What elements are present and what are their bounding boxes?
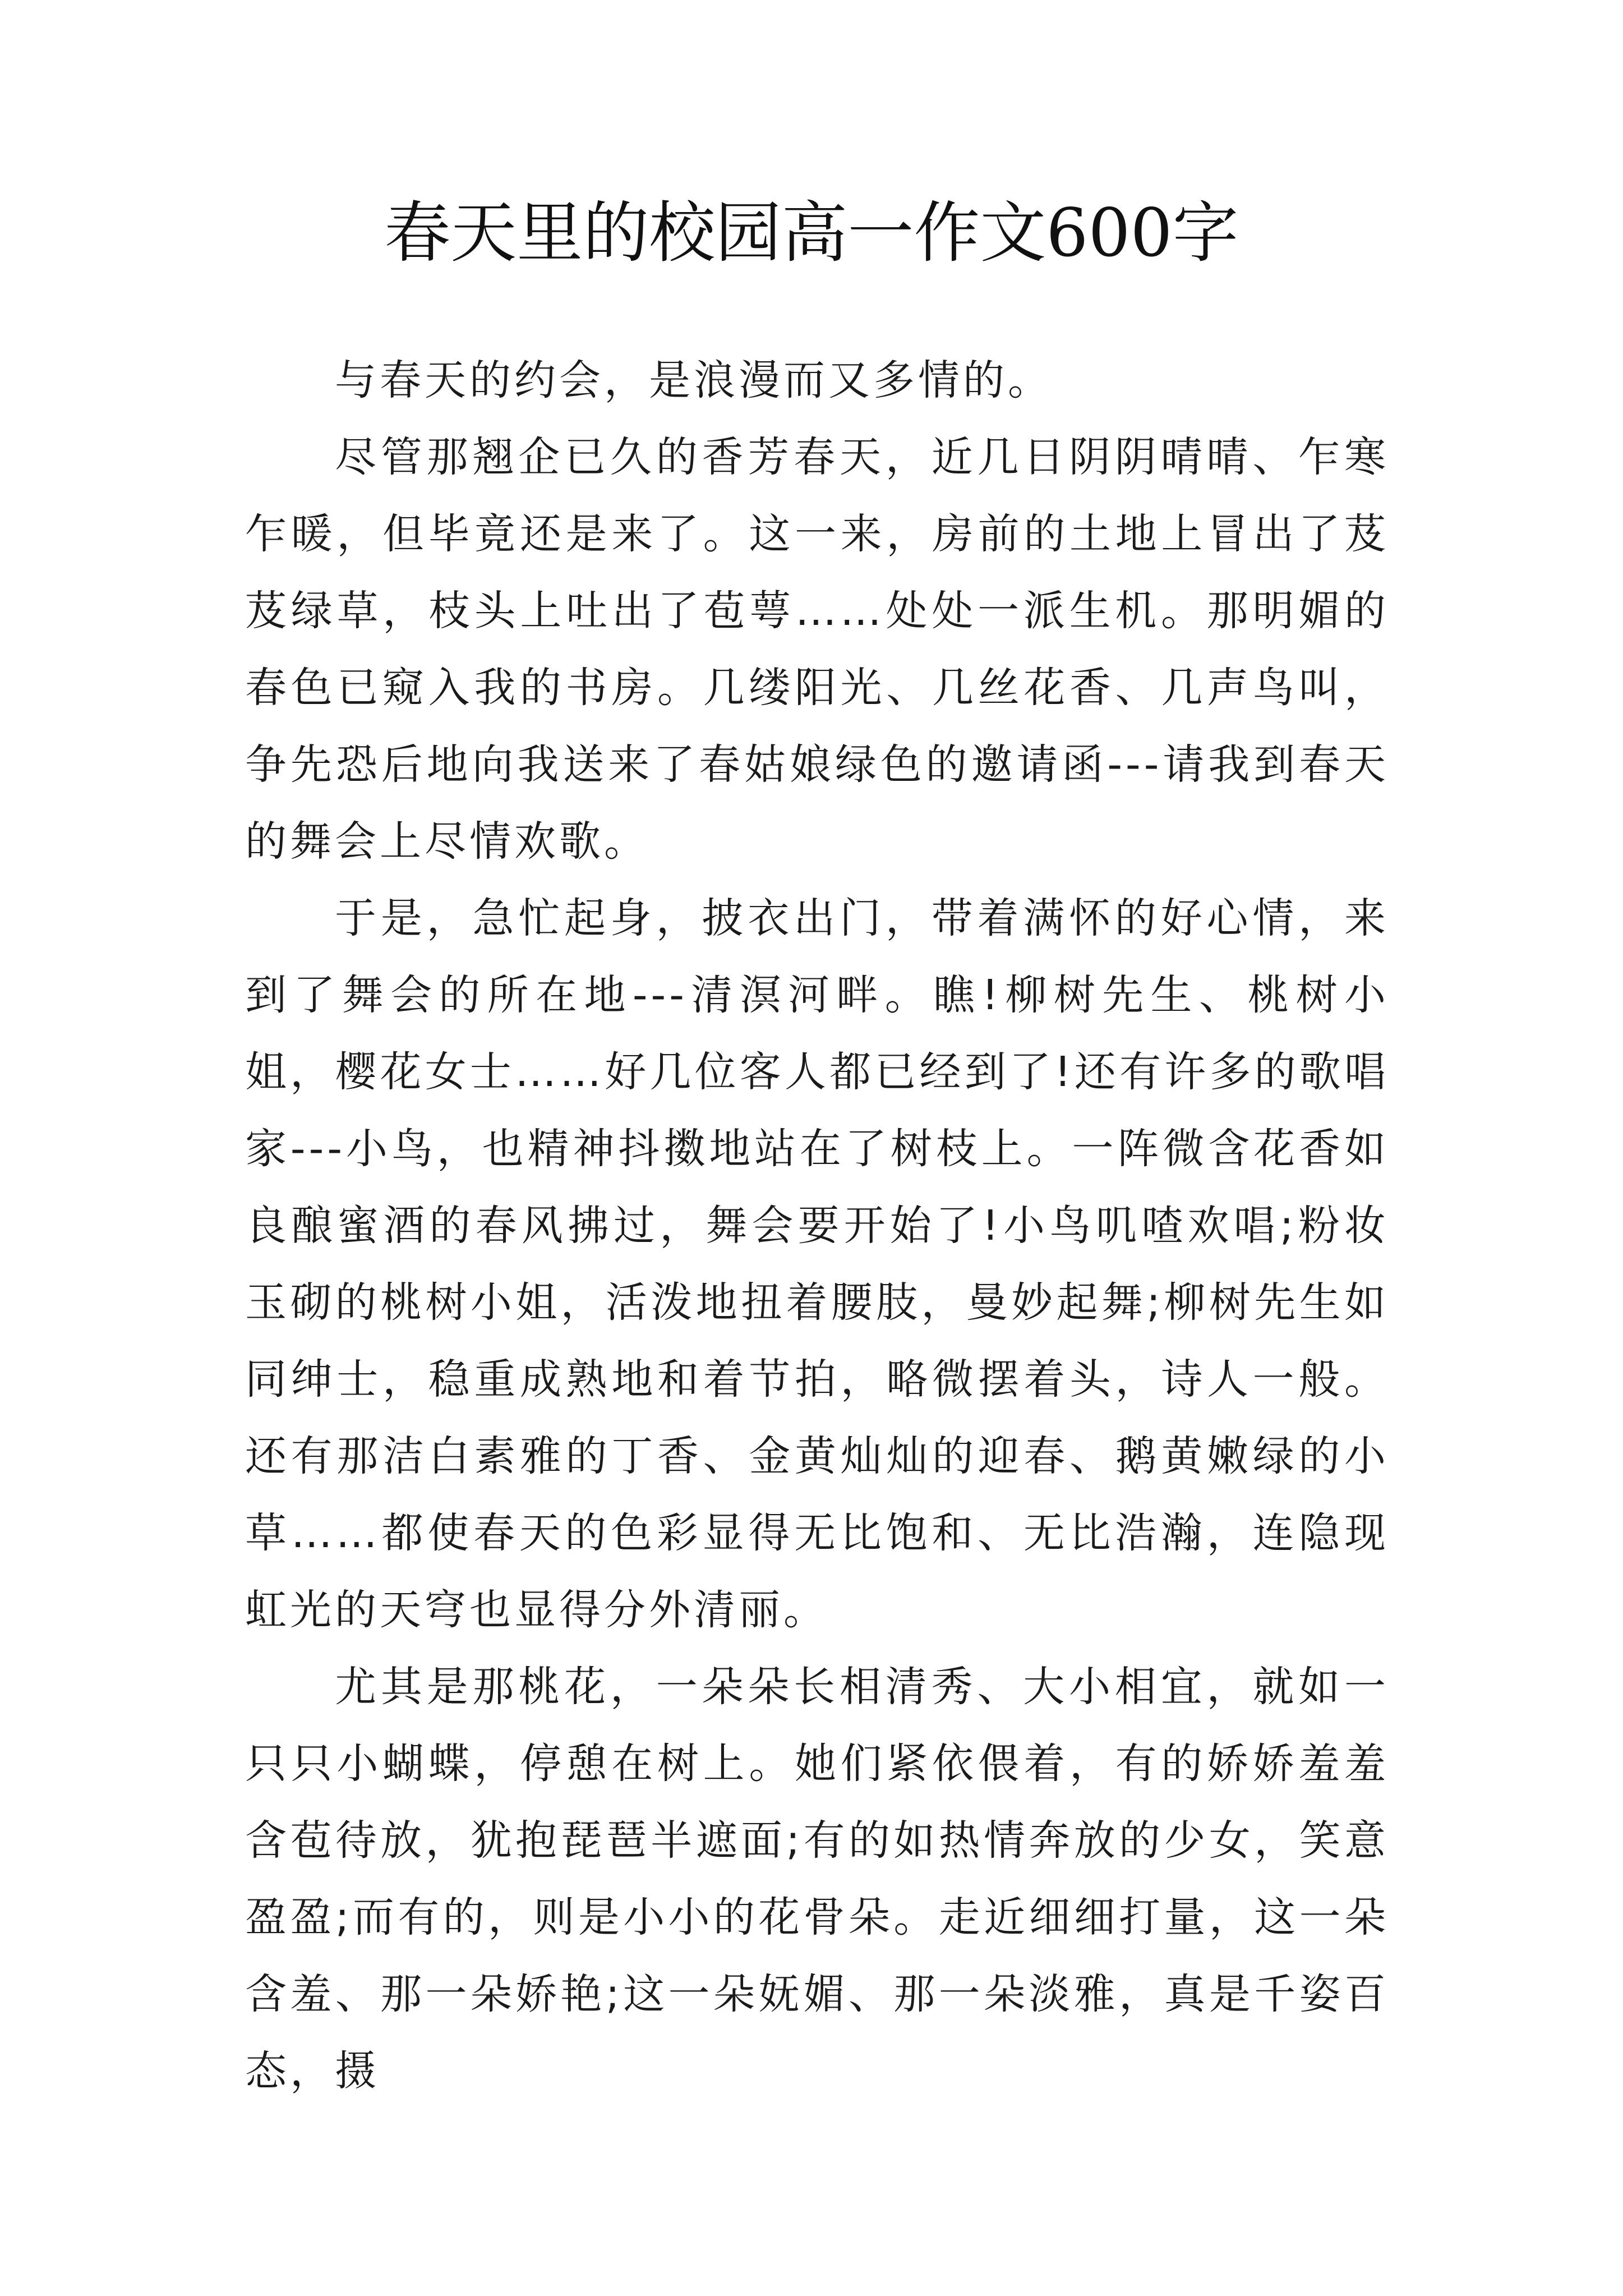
- paragraph: 于是，急忙起身，披衣出门，带着满怀的好心情，来到了舞会的所在地---清溟河畔。瞧!柳树先生、桃树小姐，樱花女士……好几位客人都已经到了!还有许多的歌唱家---小鸟，也精神抖擞地站在了树枝上。一阵微含花香如良酿蜜酒的春风拂过，舞会要开始了!小鸟叽喳欢唱;粉妆玉砌的桃树小姐，活泼地扭着腰肢，曼妙起舞;柳树先生如同绅士，稳重成熟地和着节拍，略微摆着头，诗人一般。还有那洁白素雅的丁香、金黄灿灿的迎春、鹅黄嫩绿的小草……都使春天的色彩显得无比饱和、无比浩瀚，连隐现虹光的天穹也显得分外清丽。: [245, 894, 1389, 1634]
- paragraph: 与春天的约会，是浪漫而又多情的。: [335, 356, 1053, 404]
- document-body: [245, 342, 1389, 2110]
- paragraph: 尽管那翘企已久的香芳春天，近几日阴阴晴晴、乍寒乍暖，但毕竟还是来了。这一来，房前的土地上冒出了芨芨绿草，枝头上吐出了苞萼……处处一派生机。那明媚的春色已窥入我的书房。几缕阳光、几丝花香、几声鸟叫，争先恐后地向我送来了春姑娘绿色的邀请函---请我到春天的舞会上尽情欢歌。: [245, 433, 1389, 866]
- document-title: 春天里的校园高一作文600字: [384, 194, 1239, 272]
- paragraph: 尤其是那桃花，一朵朵长相清秀、大小相宜，就如一只只小蝴蝶，停憩在树上。她们紧依偎着，有的娇娇羞羞含苞待放，犹抱琵琶半遮面;有的如热情奔放的少女，笑意盈盈;而有的，则是小小的花骨朵。走近细细打量，这一朵含羞、那一朵娇艳;这一朵妩媚、那一朵淡雅，真是千姿百态，摄: [245, 1663, 1389, 2095]
